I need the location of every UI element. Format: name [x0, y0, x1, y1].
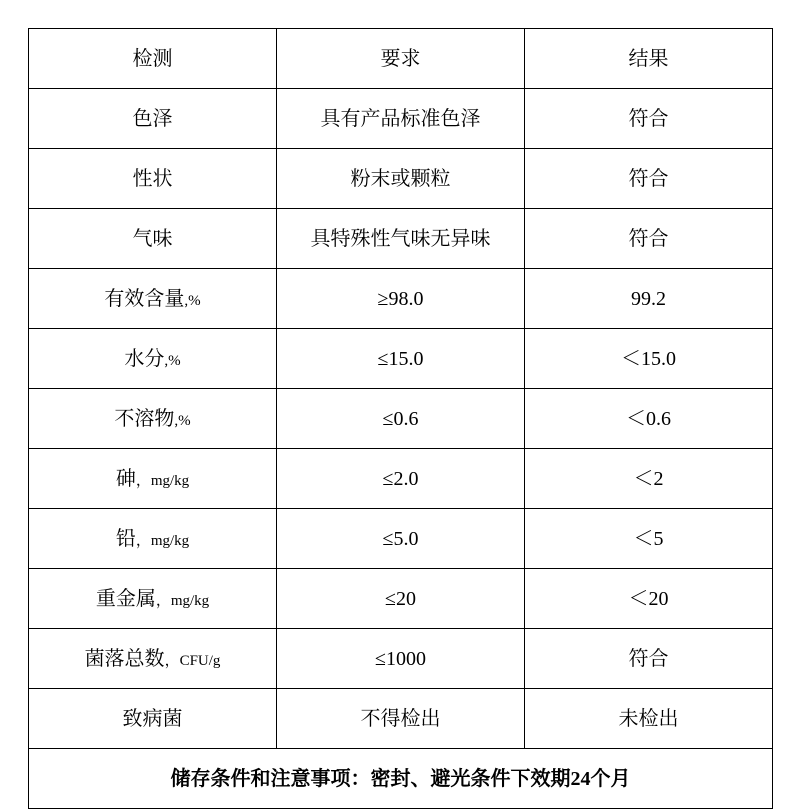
table-row — [29, 449, 773, 509]
cell-requirement: ≤5.0 — [277, 509, 525, 569]
cell-requirement: 具特殊性气味无异味 — [277, 209, 525, 269]
cell-item-unit: ，mg/kg — [135, 472, 190, 489]
header-text: 检测 — [132, 47, 173, 70]
cell-requirement: 具有产品标准色泽 — [277, 89, 525, 149]
cell-item: 性状 — [29, 149, 277, 209]
cell-result: ＜5 — [525, 509, 773, 569]
cell-result: 符合 — [525, 629, 773, 689]
cell-result: ＜20 — [525, 569, 773, 629]
cell-item: 色泽 — [29, 89, 277, 149]
cell-item-unit: ,% — [184, 292, 201, 309]
cell-item: 致病菌 — [29, 689, 277, 749]
storage-note-cell — [29, 749, 773, 809]
cell-requirement: ≤2.0 — [277, 449, 525, 509]
table-footer-row — [29, 749, 773, 809]
cell-item: 菌落总数，CFU/g — [29, 629, 277, 689]
specification-table — [28, 28, 773, 809]
cell-requirement: ≤20 — [277, 569, 525, 629]
column-header-result — [525, 29, 773, 89]
table-row — [29, 269, 773, 329]
cell-item: 不溶物,% — [29, 389, 277, 449]
column-header-requirement — [277, 29, 525, 89]
cell-requirement: ≤15.0 — [277, 329, 525, 389]
cell-item: 砷，mg/kg — [29, 449, 277, 509]
cell-item-unit: ,% — [174, 412, 191, 429]
header-text: 要求 — [380, 47, 421, 70]
cell-requirement: ≤1000 — [277, 629, 525, 689]
cell-result: 未检出 — [525, 689, 773, 749]
cell-item-unit: ，CFU/g — [164, 652, 221, 669]
cell-result: ＜2 — [525, 449, 773, 509]
cell-item: 水分,% — [29, 329, 277, 389]
cell-requirement: ≥98.0 — [277, 269, 525, 329]
table-header-row — [29, 29, 773, 89]
cell-result: 符合 — [525, 149, 773, 209]
table-row — [29, 149, 773, 209]
cell-result: ＜0.6 — [525, 389, 773, 449]
cell-result: 符合 — [525, 209, 773, 269]
table-row — [29, 689, 773, 749]
cell-result: 符合 — [525, 89, 773, 149]
table-row — [29, 89, 773, 149]
table-row — [29, 509, 773, 569]
cell-item: 气味 — [29, 209, 277, 269]
cell-result: ＜15.0 — [525, 329, 773, 389]
cell-item-unit: ,% — [164, 352, 181, 369]
header-text: 结果 — [628, 47, 669, 70]
cell-result: 99.2 — [525, 269, 773, 329]
table-row — [29, 569, 773, 629]
cell-item-unit: ，mg/kg — [135, 532, 190, 549]
table-row — [29, 329, 773, 389]
storage-note-text: 储存条件和注意事项：密封、避光条件下效期24个月 — [170, 767, 631, 790]
table-row — [29, 209, 773, 269]
cell-item: 铅，mg/kg — [29, 509, 277, 569]
cell-item: 重金属，mg/kg — [29, 569, 277, 629]
cell-requirement: 不得检出 — [277, 689, 525, 749]
cell-item: 有效含量,% — [29, 269, 277, 329]
cell-requirement: ≤0.6 — [277, 389, 525, 449]
column-header-item — [29, 29, 277, 89]
cell-requirement: 粉末或颗粒 — [277, 149, 525, 209]
table-row — [29, 389, 773, 449]
cell-item-unit: ，mg/kg — [155, 592, 210, 609]
table-row — [29, 629, 773, 689]
